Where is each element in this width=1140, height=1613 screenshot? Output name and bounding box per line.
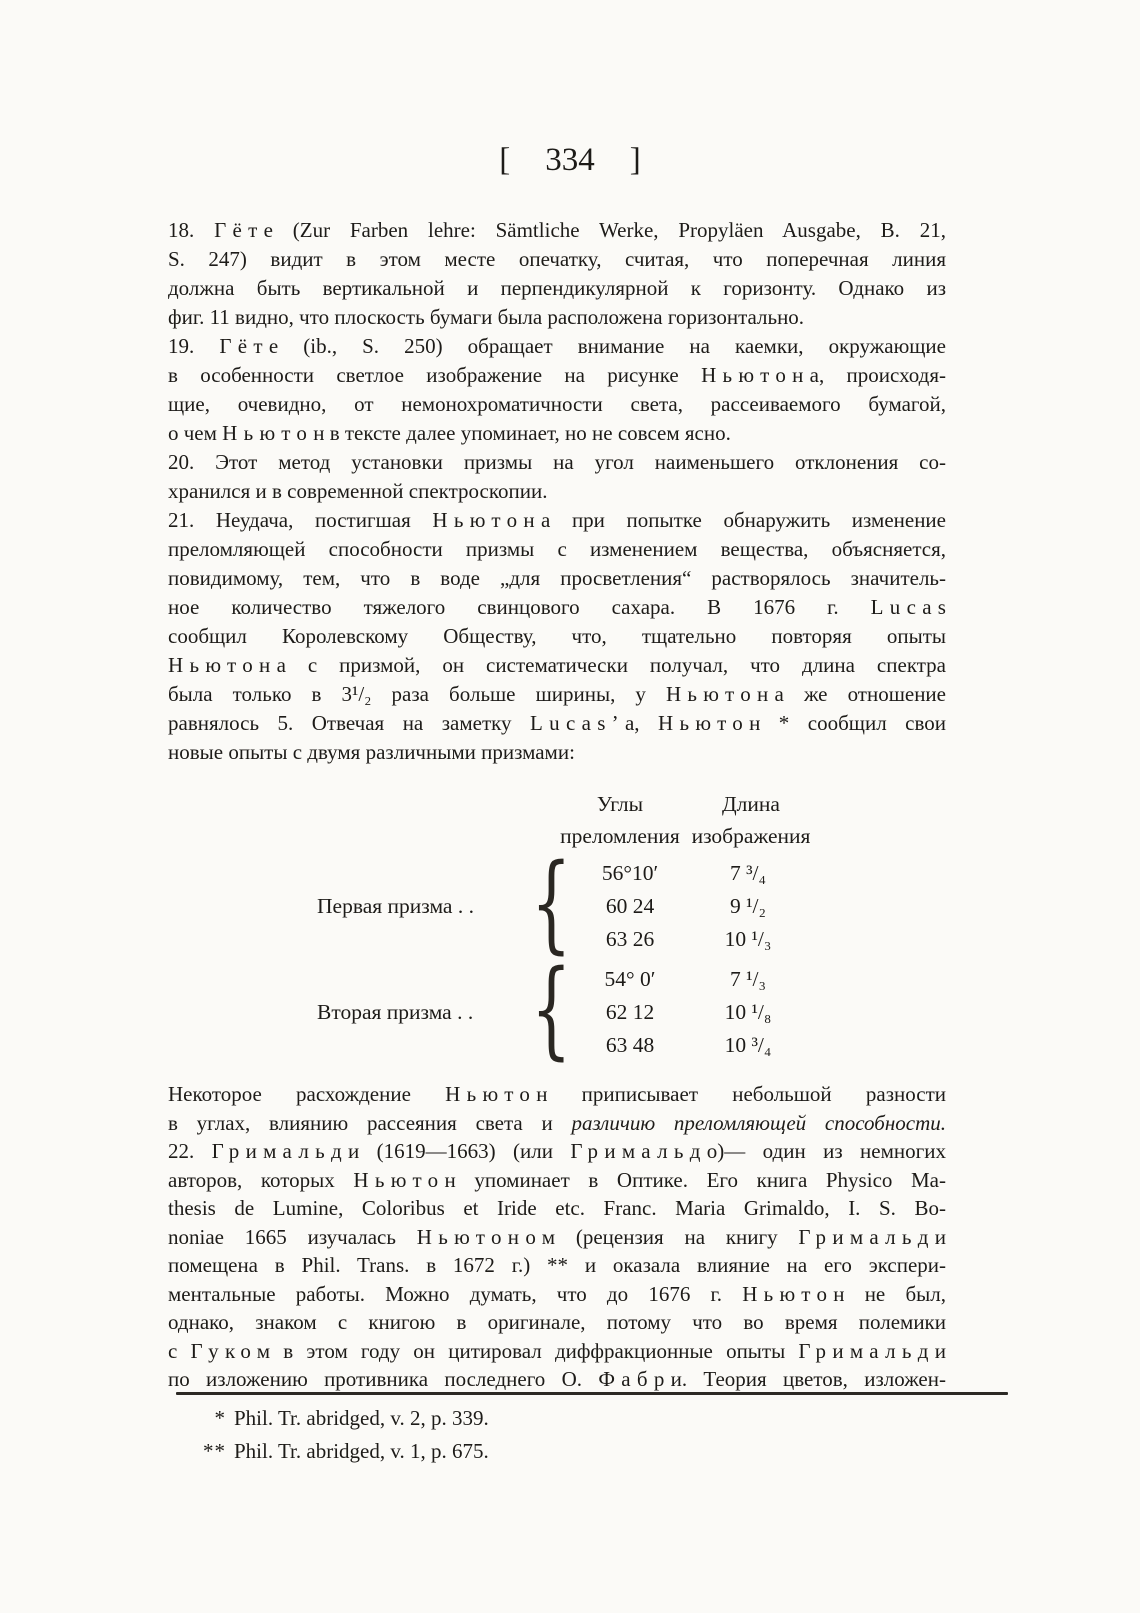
column-header-line: преломления <box>560 824 680 848</box>
brace-first-prism: { <box>531 841 572 964</box>
column-header-image-length <box>651 788 851 852</box>
length-value: 10 ³/₄ <box>724 1033 772 1057</box>
text-line <box>168 709 946 738</box>
footnote-marker: ** <box>203 1439 226 1463</box>
text-segment: была только в 3¹/₂ раза больше ширины, у <box>168 682 666 706</box>
text-line <box>168 448 946 477</box>
text-segment: новые опыты с двумя различными призмами: <box>168 740 575 764</box>
letterspaced-name: Гримальди <box>798 1224 953 1249</box>
row-group-label-first-prism: Первая призма . . <box>317 894 474 918</box>
letterspaced-name: Ньютон <box>658 711 767 735</box>
text-line <box>168 390 946 419</box>
footnote <box>168 1435 946 1468</box>
text-segment: щие, очевидно, от немонохроматичности света, рассеиваемого бумагой, <box>168 392 946 416</box>
text-segment: ное количество тяжелого свинцового сахара. В 1676 г. <box>168 595 871 619</box>
letterspaced-name: Ньютона <box>665 682 791 706</box>
footnote-text: Phil. Tr. abridged, v. 1, p. 675. <box>234 1439 489 1463</box>
text-segment: не был, <box>844 1281 946 1306</box>
length-value: 9 ¹/₂ <box>729 894 767 918</box>
text-segment: 22. <box>168 1139 212 1163</box>
letterspaced-name: Гёте <box>214 218 280 242</box>
letterspaced-name: Гуком <box>190 1338 277 1363</box>
column-header-line: Углы <box>596 792 644 816</box>
text-line <box>168 1109 946 1138</box>
length-value: 7 ³/₄ <box>729 861 767 885</box>
text-segment: однако, знаком с книгою в оригинале, потому что во время полемики <box>168 1310 946 1334</box>
bracket-right: ] <box>629 142 641 178</box>
text-segment: должна быть вертикальной и перпендикулярной к горизонту. Однако из <box>168 276 946 300</box>
text-line <box>168 506 946 535</box>
text-line <box>168 1337 953 1366</box>
text-segment: упоминает в Оптике. Его книга Physico Ma- <box>455 1167 946 1192</box>
footnote <box>168 1402 946 1435</box>
text-line <box>168 1280 946 1309</box>
text-segment: 19. <box>168 334 220 358</box>
angle-value: 60 24 <box>605 894 655 918</box>
notes-text-lower <box>168 1080 953 1394</box>
text-segment: * сообщил свои <box>760 711 946 735</box>
angle-value: 63 48 <box>605 1033 655 1057</box>
angle-value: 56°10′ <box>601 861 659 885</box>
letterspaced-name: Фабри <box>598 1367 689 1391</box>
prism-measurements-table <box>168 788 946 1070</box>
text-line <box>168 1194 946 1223</box>
footnote-rule <box>176 1392 1008 1395</box>
text-line <box>168 1308 946 1337</box>
text-line <box>168 535 946 564</box>
footnote-marker: * <box>214 1406 226 1430</box>
letterspaced-name: Lucas <box>870 595 953 619</box>
text-segment: фиг. 11 видно, что плоскость бумаги была расположена горизонтально. <box>168 305 805 329</box>
text-line <box>168 1080 946 1109</box>
letterspaced-name: Ньютона <box>701 363 826 387</box>
text-segment: )— один из немногих <box>717 1139 946 1163</box>
text-line <box>168 274 946 303</box>
text-segment: сообщил Королевскому Обществу, что, тщательно повторяя опыты <box>168 624 946 648</box>
length-value: 10 ¹/₈ <box>724 1000 772 1024</box>
text-segment: (1619—1663) (или <box>359 1139 571 1163</box>
text-line <box>168 477 946 506</box>
text-segment: noniae 1665 изучалась <box>168 1224 417 1249</box>
text-segment: Некоторое расхождение <box>168 1082 446 1106</box>
text-line <box>168 1137 946 1166</box>
letterspaced-name: Ньютон <box>353 1167 462 1192</box>
text-segment: повидимому, тем, что в воде „для просветления“ растворялось значитель- <box>168 566 946 590</box>
page-number: 334 <box>545 142 595 178</box>
angle-value: 54° 0′ <box>604 967 656 991</box>
angle-value: 62 12 <box>605 1000 655 1024</box>
row-group-label-second-prism: Вторая призма . . <box>317 1000 474 1024</box>
text-line <box>168 622 946 651</box>
text-segment: при попытке обнаружить изменение <box>550 508 946 532</box>
letterspaced-name: Гримальди <box>798 1338 953 1363</box>
text-segment: (рецензия на книгу <box>555 1224 799 1249</box>
text-segment: авторов, которых <box>168 1167 354 1192</box>
text-segment: в углах, влиянию рассеяния света и <box>168 1110 572 1135</box>
brace-second-prism: { <box>531 947 572 1070</box>
text-segment: 20. Этот метод установки призмы на угол наименьшего отклонения со- <box>168 450 946 474</box>
text-line <box>168 332 946 361</box>
text-line <box>168 1251 946 1280</box>
letterspaced-name: Ньютон <box>445 1082 554 1106</box>
angle-value: 63 26 <box>605 927 655 951</box>
text-segment: thesis de Lumine, Coloribus et Iride etc. Franc. Maria Grimaldo, I. S. Bo- <box>168 1196 946 1220</box>
text-line <box>168 216 946 245</box>
text-segment: же отношение <box>783 682 946 706</box>
text-segment: в тексте далее упоминает, но не совсем ясно. <box>324 421 731 445</box>
letterspaced-name: Ньютон <box>222 421 331 445</box>
text-segment: с <box>168 1338 191 1363</box>
letterspaced-name: Ньютона <box>432 508 557 532</box>
column-header-line: Длина <box>722 792 780 816</box>
text-line <box>168 303 946 332</box>
page-number-header <box>0 142 1140 179</box>
text-segment: (Zur Farben lehre: Sämtliche Werke, Propyläen Ausgabe, B. 21, <box>272 218 946 242</box>
text-segment: в особенности светлое изображение на рисунке <box>168 363 702 387</box>
text-segment: помещена в Phil. Trans. в 1672 г.) ** и оказала влияние на его экспери- <box>168 1253 946 1277</box>
text-segment: преломляющей способности призмы с изменением вещества, объясняется, <box>168 537 946 561</box>
letterspaced-name: Ньютон <box>742 1281 851 1306</box>
letterspaced-name: Ньютоном <box>416 1224 562 1249</box>
text-segment: , <box>634 711 659 735</box>
letterspaced-name: Гримальдо <box>570 1139 724 1163</box>
text-line <box>168 419 946 448</box>
text-line <box>168 651 946 680</box>
text-segment: с призмой, он систематически получал, что длина спектра <box>285 653 946 677</box>
bracket-left: [ <box>499 142 511 178</box>
text-segment: ментальные работы. Можно думать, что до 1676 г. <box>168 1281 743 1306</box>
text-segment: (ib., S. 250) обращает внимание на каемки, окружающие <box>278 334 946 358</box>
text-segment: о чем <box>168 421 223 445</box>
text-line <box>168 1166 946 1195</box>
text-segment: S. 247) видит в этом месте опечатку, считая, что поперечная линия <box>168 247 946 271</box>
length-value: 7 ¹/₃ <box>729 967 767 991</box>
text-segment: различию преломляющей способности. <box>571 1110 946 1135</box>
length-value: 10 ¹/₃ <box>724 927 772 951</box>
text-segment: приписывает небольшой разности <box>547 1082 946 1106</box>
text-segment: 18. <box>168 218 215 242</box>
text-line <box>168 1223 953 1252</box>
text-segment: хранился и в современной спектроскопии. <box>168 479 548 503</box>
notes-text-upper <box>168 216 953 767</box>
letterspaced-name: Гёте <box>219 334 285 358</box>
text-line <box>168 245 946 274</box>
letterspaced-name: Гримальди <box>211 1139 366 1163</box>
text-line <box>168 1365 946 1394</box>
footnotes <box>168 1402 946 1468</box>
letterspaced-name: Lucas’а <box>530 711 641 735</box>
text-segment: равнялось 5. Отвечая на заметку <box>168 711 531 735</box>
text-segment: по изложению противника последнего О. <box>168 1367 599 1391</box>
text-line <box>168 361 946 390</box>
footnote-text: Phil. Tr. abridged, v. 2, p. 339. <box>234 1406 489 1430</box>
text-segment: . Теория цветов, изложен- <box>681 1367 946 1391</box>
text-line <box>168 680 946 709</box>
text-line <box>168 738 946 767</box>
text-line <box>168 564 946 593</box>
text-segment: в этом году он цитировал диффракционные опыты <box>270 1338 799 1363</box>
column-header-line: изображения <box>691 824 811 848</box>
text-segment: , происходя- <box>819 363 947 387</box>
text-segment: 21. Неудача, постигшая <box>168 508 433 532</box>
letterspaced-name: Ньютона <box>168 653 293 677</box>
text-line <box>168 593 953 622</box>
